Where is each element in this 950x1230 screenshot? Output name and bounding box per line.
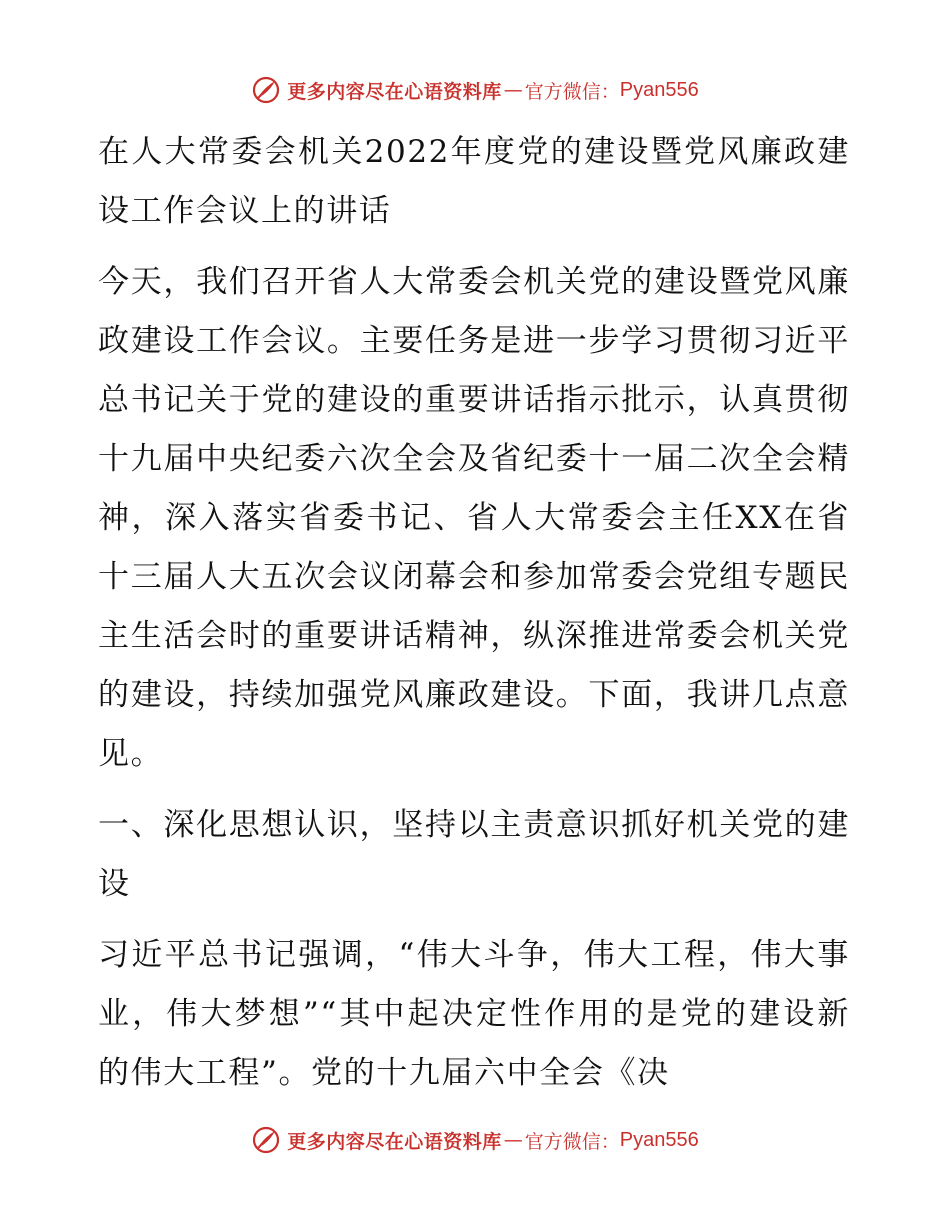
watermark-label: 官方微信： [524, 1130, 620, 1153]
watermark-account: Pyan556 [619, 78, 699, 101]
section-heading-1: 一、深化思想认识，坚持以主责意识抓好机关党的建设 [98, 807, 850, 902]
watermark-account: Pyan556 [619, 1128, 699, 1151]
feather-seal-logo-icon [251, 1125, 281, 1155]
paragraph-body: 习近平总书记强调，“伟大斗争，伟大工程，伟大事业，伟大梦想”“其中起决定性作用的是党的建设新的伟大工程”。党的十九届六中全会《决 [98, 937, 850, 1091]
watermark-separator: — [503, 79, 523, 101]
watermark-header [0, 72, 950, 108]
watermark-brand: 更多内容尽在心语资料库 [287, 80, 502, 103]
watermark-separator: — [503, 1129, 523, 1151]
watermark-brand: 更多内容尽在心语资料库 [287, 1130, 502, 1153]
feather-seal-logo-icon [251, 75, 281, 105]
paragraph-intro: 今天，我们召开省人大常委会机关党的建设暨党风廉政建设工作会议。主要任务是进一步学习贯彻习近平总书记关于党的建设的重要讲话指示批示，认真贯彻十九届中央纪委六次全会及省纪委十一届二次全会精神，深入落实省委书记、省人大常委会主任XX在省十三届人大五次会议闭幕会和参加常委会党组专题民主生活会时的重要讲话精神，纵深推进常委会机关党的建设，持续加强党风廉政建设。下面，我讲几点意见。 [98, 264, 850, 772]
document-body [98, 123, 850, 1103]
watermark-footer [0, 1122, 950, 1158]
watermark-label: 官方微信： [524, 80, 620, 103]
document-title: 在人大常委会机关2022年度党的建设暨党风廉政建设工作会议上的讲话 [98, 134, 850, 229]
